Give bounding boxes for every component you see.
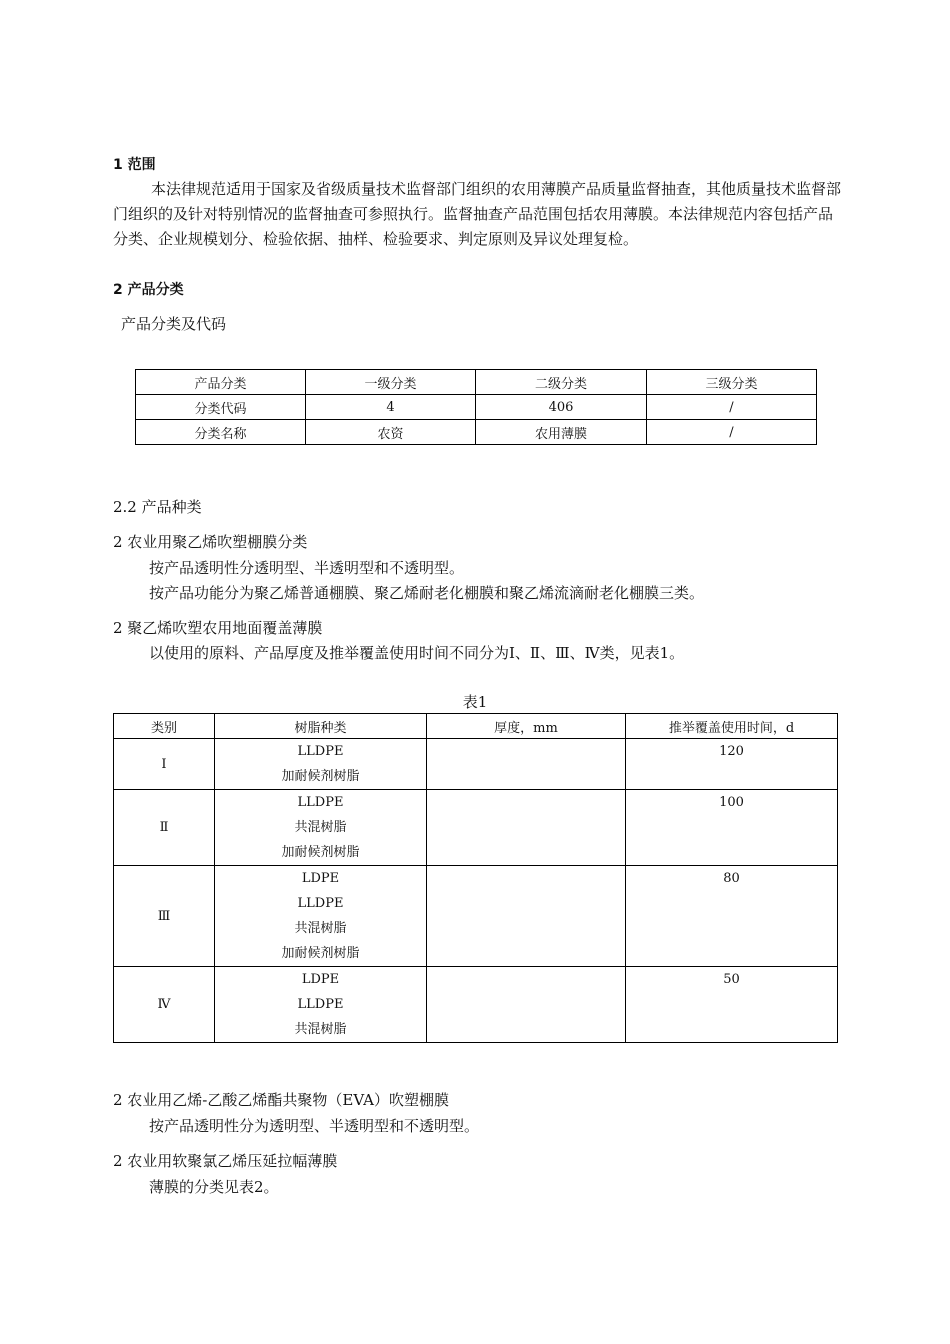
resin-item: LLDPE bbox=[297, 997, 344, 1012]
days-value: 80 bbox=[723, 871, 740, 886]
resin-cell bbox=[215, 967, 427, 1043]
table-row bbox=[114, 739, 838, 790]
resin-item: LLDPE bbox=[297, 896, 344, 911]
section-2-heading: 2 产品分类 bbox=[113, 282, 184, 298]
item-1-line-1: 按产品透明性分透明型、半透明型和不透明型。 bbox=[149, 559, 465, 577]
section-1-paragraph: 本法律规范适用于国家及省级质量技术监督部门组织的农用薄膜产品质量监督抽查，其他质量技术监督部门组织的及针对特别情况的监督抽查可参照执行。监督抽查产品范围包括农用薄膜。本法律规范内容包括产品分类、企业规模划分、检验依据、抽样、检验要求、判定原则及异议处理复检。 bbox=[113, 180, 842, 248]
table-header-row bbox=[114, 714, 838, 739]
item-4-line: 薄膜的分类见表2。 bbox=[149, 1178, 279, 1196]
table-row bbox=[114, 790, 838, 866]
item-1-line-2: 按产品功能分为聚乙烯普通棚膜、聚乙烯耐老化棚膜和聚乙烯流滴耐老化棚膜三类。 bbox=[149, 584, 705, 602]
section-2-subheading: 产品分类及代码 bbox=[121, 315, 227, 333]
section-2-2-heading: 2.2 产品种类 bbox=[113, 498, 202, 516]
days-cell bbox=[626, 790, 838, 866]
table-header-cell: 厚度，mm bbox=[427, 714, 626, 739]
resin-item: 加耐候剂树脂 bbox=[281, 769, 360, 784]
resin-cell bbox=[215, 739, 427, 790]
product-code-table bbox=[135, 369, 817, 445]
days-value: 100 bbox=[719, 795, 744, 810]
days-cell bbox=[626, 866, 838, 967]
table-row bbox=[114, 967, 838, 1043]
thickness-cell bbox=[427, 739, 626, 790]
table-header-cell: 树脂种类 bbox=[215, 714, 427, 739]
table-header-row bbox=[136, 370, 817, 395]
item-3-line: 按产品透明性分为透明型、半透明型和不透明型。 bbox=[149, 1117, 480, 1135]
resin-cell bbox=[215, 866, 427, 967]
table-cell: 406 bbox=[476, 395, 647, 420]
category-cell: Ⅲ bbox=[114, 866, 215, 967]
resin-item: 共混树脂 bbox=[294, 820, 347, 835]
table-row bbox=[114, 866, 838, 967]
table-header-cell: 三级分类 bbox=[647, 370, 817, 395]
resin-item: LLDPE bbox=[297, 744, 344, 759]
resin-item: LDPE bbox=[301, 972, 340, 987]
table-row bbox=[136, 395, 817, 420]
resin-cell bbox=[215, 790, 427, 866]
table-header-cell: 类别 bbox=[114, 714, 215, 739]
category-cell: Ⅰ bbox=[114, 739, 215, 790]
resin-item: 共混树脂 bbox=[294, 1022, 347, 1037]
item-1-title: 2 农业用聚乙烯吹塑棚膜分类 bbox=[113, 533, 308, 551]
days-cell bbox=[626, 739, 838, 790]
thickness-cell bbox=[427, 967, 626, 1043]
thickness-cell bbox=[427, 790, 626, 866]
resin-item: LDPE bbox=[301, 871, 340, 886]
item-2-line: 以使用的原料、产品厚度及推举覆盖使用时间不同分为Ⅰ、Ⅱ、Ⅲ、Ⅳ类，见表1。 bbox=[149, 644, 685, 662]
item-3-title: 2 农业用乙烯-乙酸乙烯酯共聚物（EVA）吹塑棚膜 bbox=[113, 1091, 449, 1109]
table-header-cell: 推举覆盖使用时间，d bbox=[626, 714, 838, 739]
days-cell bbox=[626, 967, 838, 1043]
thickness-cell bbox=[427, 866, 626, 967]
table-header-cell: 产品分类 bbox=[136, 370, 306, 395]
resin-item: 共混树脂 bbox=[294, 921, 347, 936]
days-value: 120 bbox=[719, 744, 744, 759]
table-row bbox=[136, 420, 817, 445]
table-header-cell: 二级分类 bbox=[476, 370, 647, 395]
table-header-cell: 一级分类 bbox=[306, 370, 476, 395]
days-value: 50 bbox=[723, 972, 740, 987]
table-1 bbox=[113, 713, 838, 1043]
table-1-caption: 表1 bbox=[462, 693, 488, 711]
resin-item: 加耐候剂树脂 bbox=[281, 845, 360, 860]
item-4-title: 2 农业用软聚氯乙烯压延拉幅薄膜 bbox=[113, 1152, 338, 1170]
section-1-heading: 1 范围 bbox=[113, 157, 156, 173]
resin-item: 加耐候剂树脂 bbox=[281, 946, 360, 961]
table-cell: / bbox=[647, 395, 817, 420]
table-cell: 分类代码 bbox=[136, 395, 306, 420]
category-cell: Ⅱ bbox=[114, 790, 215, 866]
resin-item: LLDPE bbox=[297, 795, 344, 810]
table-cell: 分类名称 bbox=[136, 420, 306, 445]
table-cell: 农用薄膜 bbox=[476, 420, 647, 445]
category-cell: Ⅳ bbox=[114, 967, 215, 1043]
table-cell: / bbox=[647, 420, 817, 445]
item-2-title: 2 聚乙烯吹塑农用地面覆盖薄膜 bbox=[113, 619, 323, 637]
table-cell: 农资 bbox=[306, 420, 476, 445]
table-cell: 4 bbox=[306, 395, 476, 420]
